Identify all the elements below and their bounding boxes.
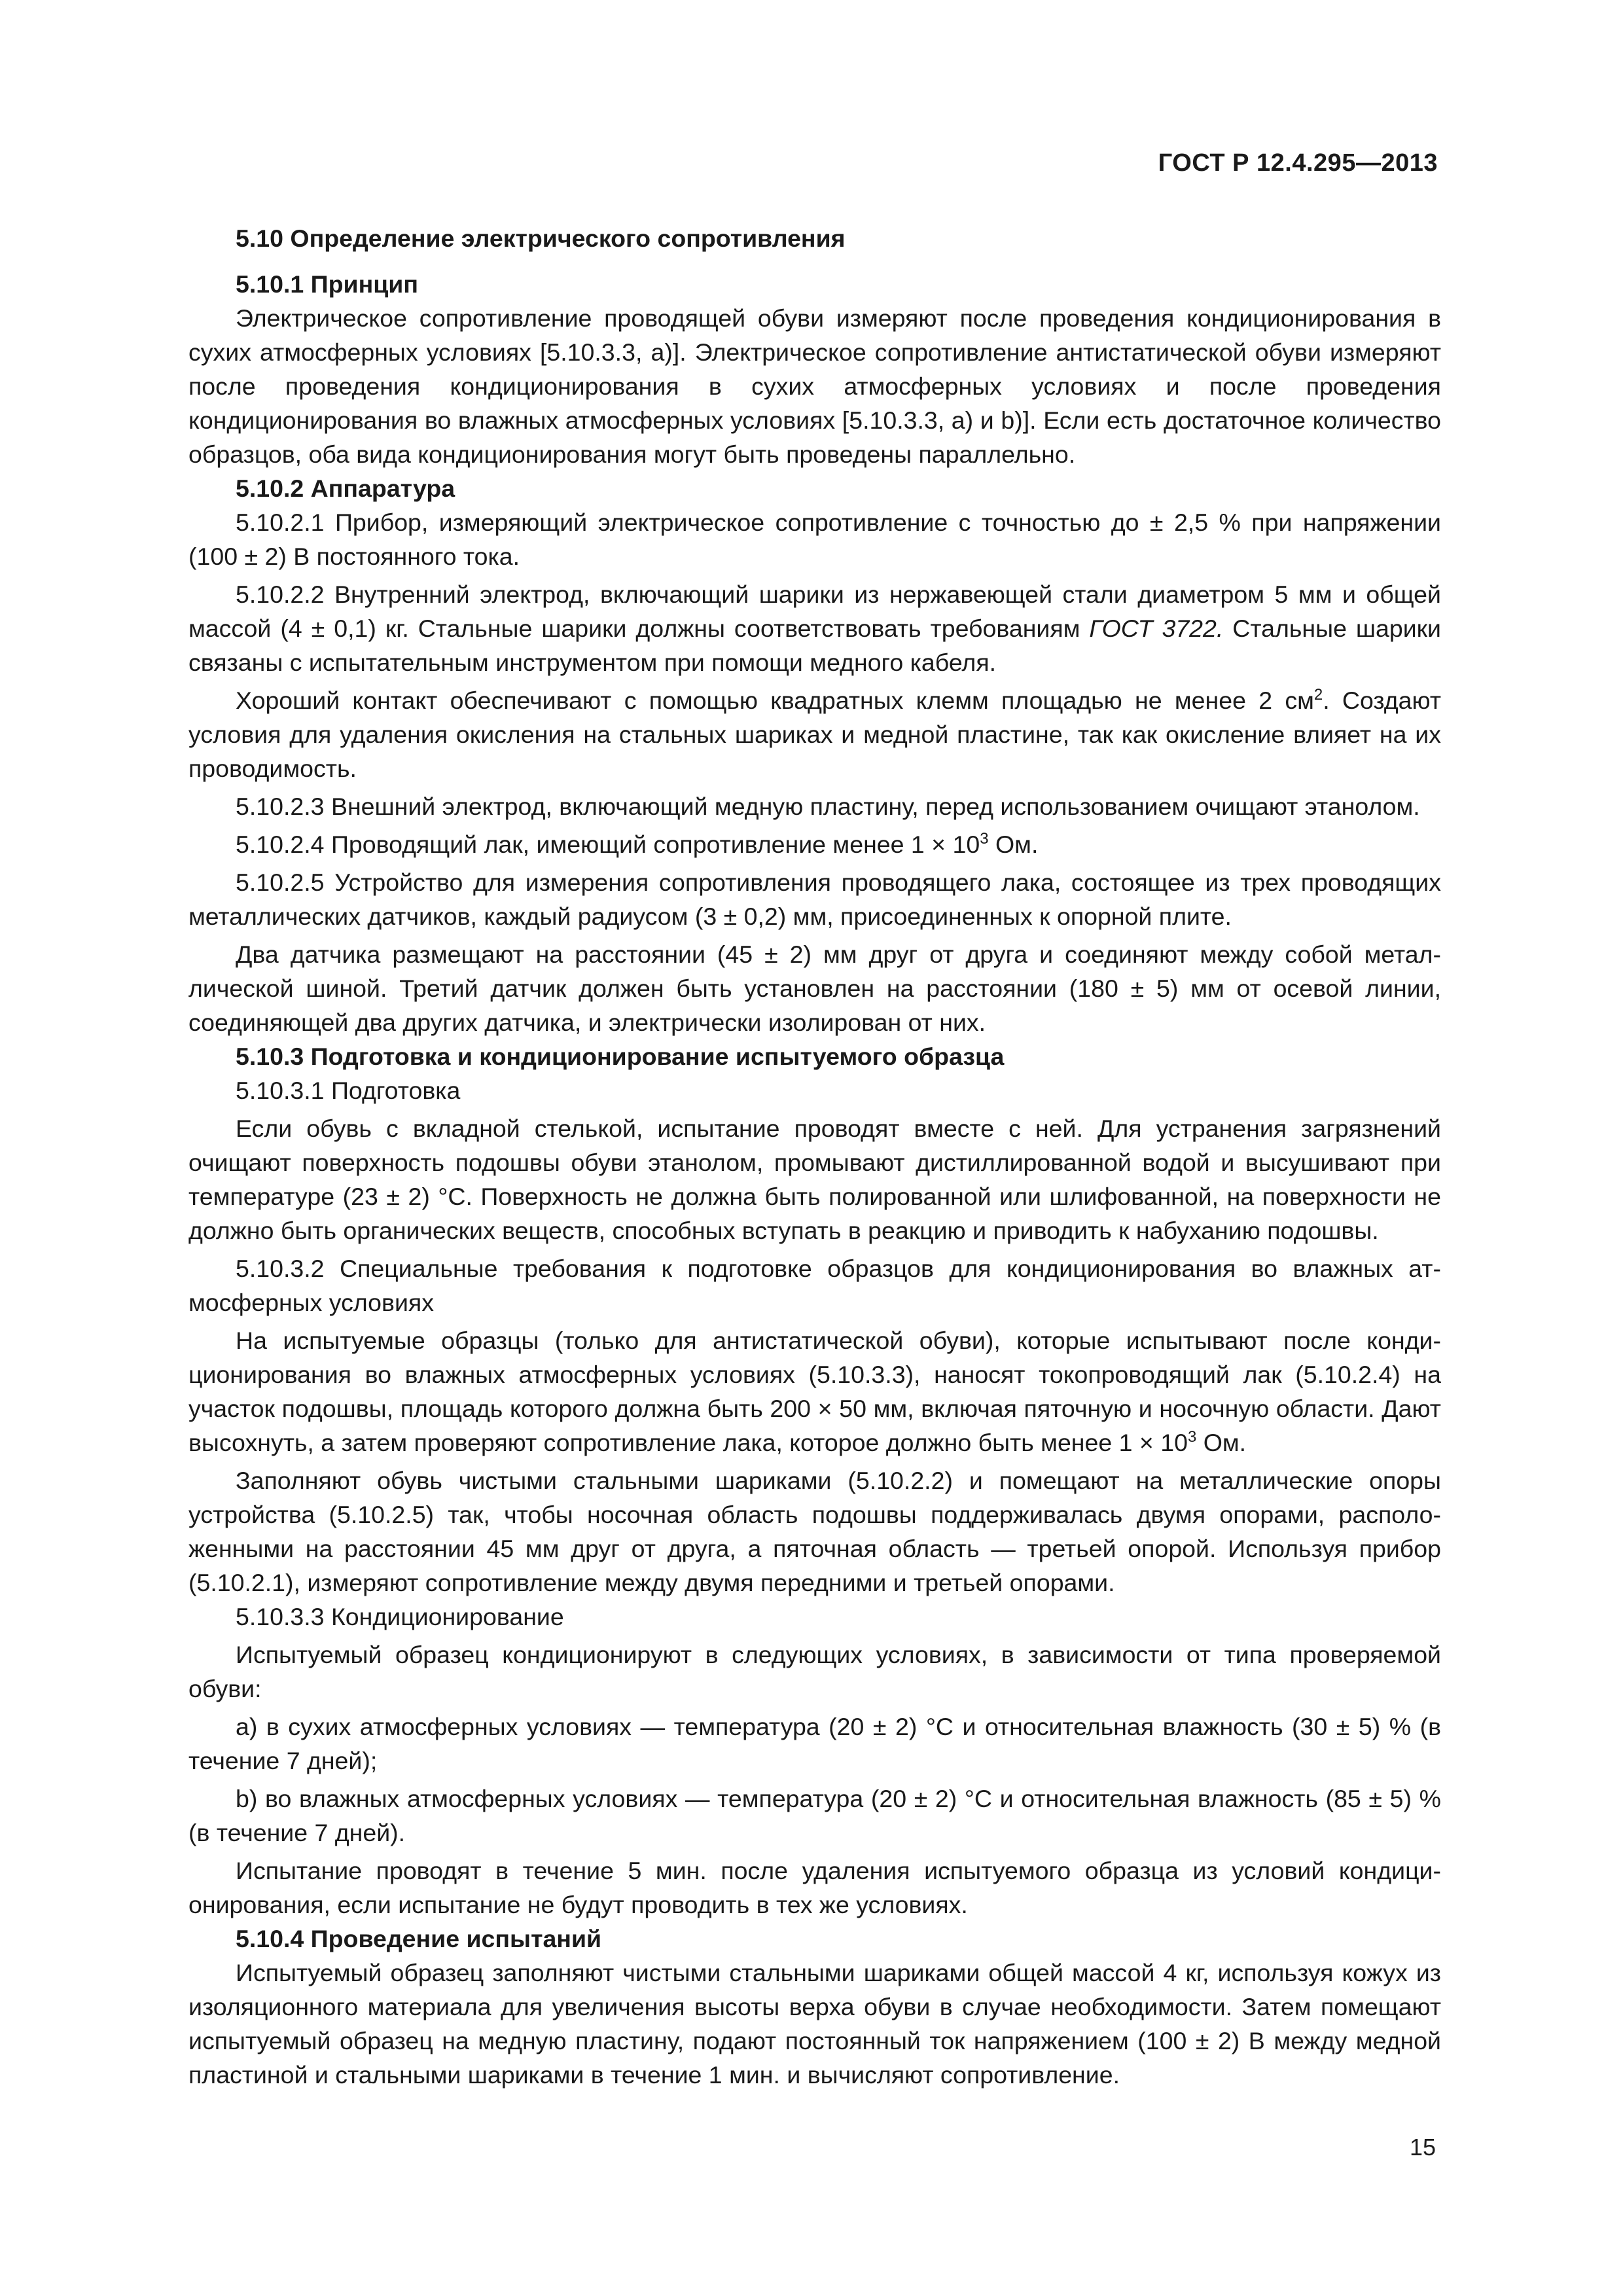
paragraph: Испытание проводят в течение 5 мин. после удаления испытуемого образца из условий кондиционирования, если испытание не будут проводить в тех же условиях.	[188, 1857, 1441, 1918]
subsection-title-principle: 5.10.1 Принцип	[236, 270, 418, 298]
subsection-title-apparatus: 5.10.2 Аппаратура	[236, 475, 455, 502]
paragraph: Два датчика размещают на расстоянии (45 ± 2) мм друг от друга и соединяют между собой металлической шиной. Третий датчик должен быть установлен на расстоянии (180 ± 5) мм от осевой линии, соединяющей два других датчика, и электрически изолирован от них.	[188, 941, 1441, 1036]
list-item-b: b) во влажных атмосферных условиях — температура (20 ± 2) °С и относительная влажность (85 ± 5) % (в течение 7 дней).	[188, 1785, 1441, 1846]
subsection-title-preparation: 5.10.3 Подготовка и кондиционирование испытуемого образца	[236, 1043, 1005, 1070]
paragraph: Если обувь с вкладной стелькой, испытание проводят вместе с ней. Для устранения загрязнений очищают поверхность подошвы обуви этанолом, промывают дистиллированной водой и высушивают при температуре (23 ± 2) °С. Поверхность не должна быть полированной или шлифованной, на поверхности не должно быть органических веществ, способных вступать в реакцию и приводить к набуханию подошвы.	[188, 1115, 1441, 1244]
standard-header: ГОСТ Р 12.4.295—2013	[1158, 149, 1438, 177]
paragraph: Заполняют обувь чистыми стальными шариками (5.10.2.2) и помещают на металлические опоры устройства (5.10.2.5) так, чтобы носочная область подошвы поддерживалась двумя опорами, расположенными на расстоянии 45 мм друг от друга, а пяточная область — третьей опорой. Используя прибор (5.10.2.1), измеряют сопротивление между двумя передними и третьей опорами.	[188, 1467, 1441, 1596]
paragraph: 5.10.3.3 Кондиционирование	[236, 1603, 564, 1630]
list-item-a: а) в сухих атмосферных условиях — температура (20 ± 2) °С и относительная влажность (30 ± 5) % (в течение 7 дней);	[188, 1713, 1441, 1774]
paragraph: Испытуемый образец заполняют чистыми стальными шариками общей массой 4 кг, используя кожух из изоляционного материала для увеличения высоты верха обуви в случае необходимости. Затем помещают испытуемый образец на медную пластину, подают постоянный ток напряжением (100 ± 2) В между медной пластиной и стальными шариками в течение 1 мин. и вычисляют сопротивление.	[188, 1959, 1441, 2089]
paragraph: Хороший контакт обеспечивают с помощью квадратных клемм площадью не менее 2 $см^2$. Создают условия для удаления окисления на стальных шариках и медной пластине, так как окисление влияет на их проводимость.	[188, 686, 1442, 782]
paragraph: 5.10.3.1 Подготовка	[236, 1077, 461, 1104]
paragraph: 5.10.2.1 Прибор, измеряющий электрическое сопротивление с точностью до ± 2,5 % при напряжении (100 ± 2) В постоянного тока.	[188, 509, 1441, 570]
subsection-title-testing: 5.10.4 Проведение испытаний	[236, 1925, 602, 1952]
section-title: 5.10 Определение электрического сопротивления	[236, 224, 846, 252]
paragraph: 5.10.2.3 Внешний электрод, включающий медную пластину, перед использованием очищают этанолом.	[236, 793, 1420, 820]
paragraph: 5.10.2.5 Устройство для измерения сопротивления проводящего лака, состоящее из трех проводящих металлических датчиков, каждый радиусом (3 ± 0,2) мм, присоединенных к опорной плите.	[188, 869, 1441, 930]
paragraph: 5.10.2.2 Внутренний электрод, включающий шарики из нержавеющей стали диаметром 5 мм и общей массой (4 ± 0,1) кг. Стальные шарики должны соответствовать требованиям ГОСТ 3722. Стальные шарики связаны с испытательным инструментом при помощи медного кабеля.	[188, 581, 1441, 676]
standard-reference: ГОСТ 3722.	[1089, 615, 1224, 642]
paragraph: Электрическое сопротивление проводящей обуви измеряют после проведения кондиционирования в сухих атмосферных условиях [5.10.3.3, а)]. Электрическое сопротивление антистатической обуви измеряют после проведения кондиционирования в сухих атмосферных условиях и после проведения кондиционирования во влажных атмосферных условиях [5.10.3.3, а) и b)]. Если есть достаточное количество образцов, оба вида кондиционирования могут быть проведены параллельно.	[188, 304, 1441, 468]
document-body	[188, 221, 1441, 2092]
paragraph: На испытуемые образцы (только для антистатической обуви), которые испытывают после кондиционирования во влажных атмосферных условиях (5.10.3.3), наносят токопроводящий лак (5.10.2.4) на участок подошвы, площадь которого должна быть 200 × 50 мм, включая пяточную и носочную области. Дают высохнуть, а затем проверяют сопротивление лака, которое должно быть менее $1 \times 10^3$ Ом.	[188, 1327, 1441, 1456]
page-number: 15	[1409, 2134, 1436, 2161]
paragraph: 5.10.3.2 Специальные требования к подготовке образцов для кондиционирования во влажных атмосферных условиях	[188, 1255, 1441, 1316]
paragraph: Испытуемый образец кондиционируют в следующих условиях, в зависимости от типа проверяемой обуви:	[188, 1641, 1441, 1702]
paragraph: 5.10.2.4 Проводящий лак, имеющий сопротивление менее $1 \times 10^3$ Ом.	[236, 830, 1039, 858]
